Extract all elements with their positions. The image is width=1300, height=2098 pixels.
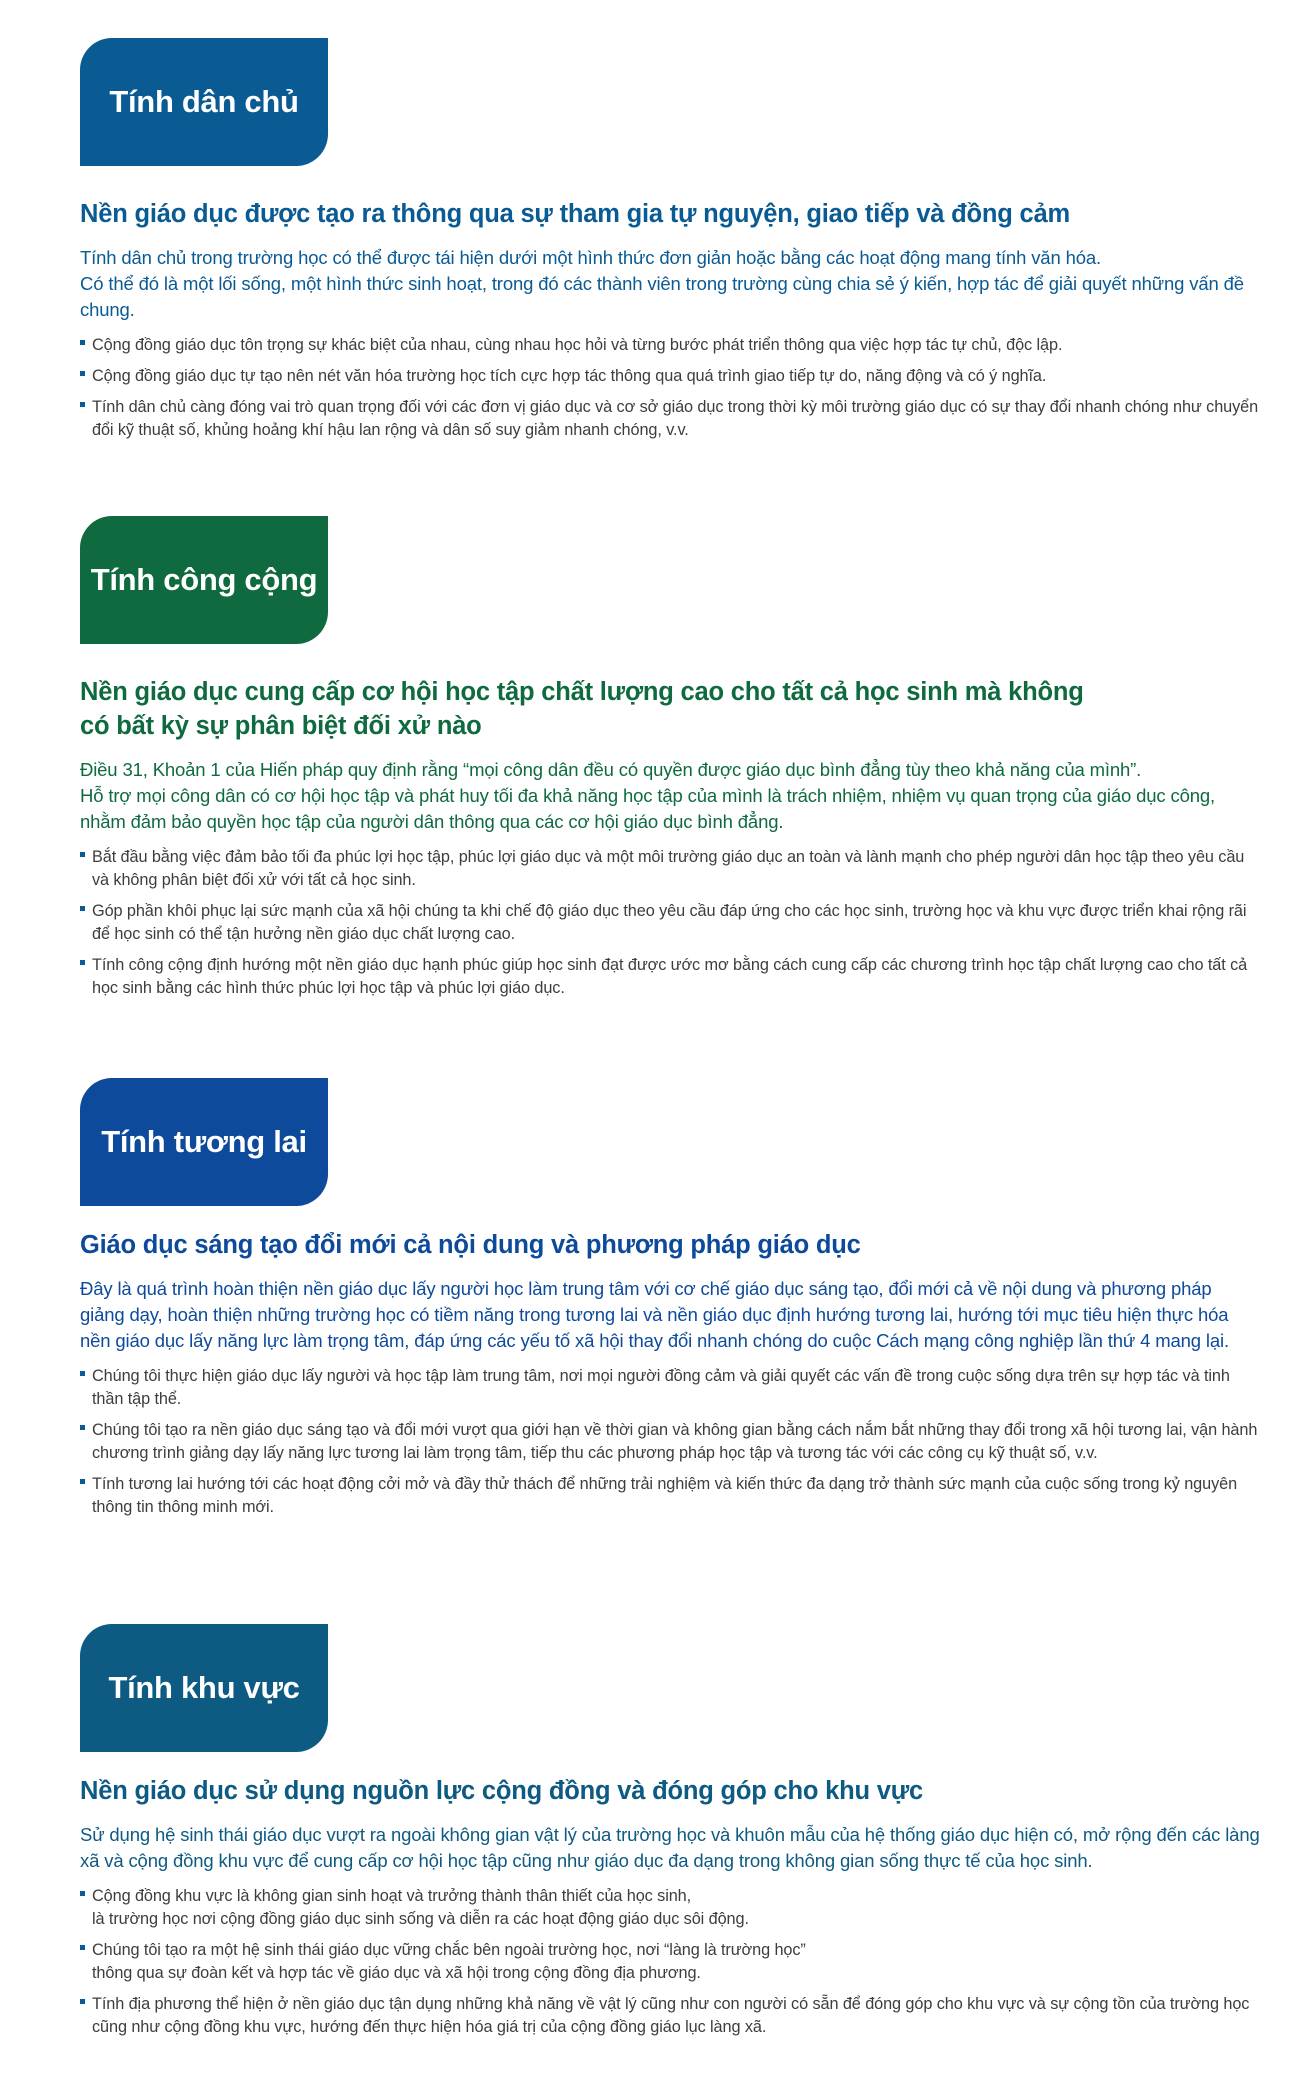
bullet-square-icon (80, 1891, 85, 1896)
list-item: Chúng tôi tạo ra một hệ sinh thái giáo dục vững chắc bên ngoài trường học, nơi “làng là trường học” thông qua sự đoàn kết và hợp tác về giáo dục và xã hội trong cộng đồng địa phương. (80, 1939, 1260, 1985)
section-heading: Nền giáo dục được tạo ra thông qua sự tham gia tự nguyện, giao tiếp và đồng cảm (80, 200, 1070, 228)
section-badge: Tính công cộng (80, 516, 328, 644)
bullet-list (80, 334, 1260, 442)
list-item: Tính công cộng định hướng một nền giáo dục hạnh phúc giúp học sinh đạt được ước mơ bằng cách cung cấp các chương trình học tập chất lượng cao cho tất cả học sinh bằng các hình thức phúc lợi học tập và phúc lợi giáo dục. (80, 954, 1260, 1000)
section-heading: Nền giáo dục sử dụng nguồn lực cộng đồng và đóng góp cho khu vực (80, 1777, 923, 1805)
bullet-square-icon (80, 1425, 85, 1430)
list-item: Chúng tôi tạo ra nền giáo dục sáng tạo và đổi mới vượt qua giới hạn về thời gian và không gian bằng cách nắm bắt những thay đổi trong xã hội tương lai, vận hành chương trình giảng dạy lấy năng lực tương lai làm trọng tâm, tiếp thu các phương pháp học tập và tương tác với các công cụ kỹ thuật số, v.v. (80, 1419, 1260, 1465)
list-item: Chúng tôi thực hiện giáo dục lấy người và học tập làm trung tâm, nơi mọi người đồng cảm và giải quyết các vấn đề trong cuộc sống dựa trên sự hợp tác và tinh thần tập thể. (80, 1365, 1260, 1411)
bullet-square-icon (80, 852, 85, 857)
bullet-list (80, 1365, 1260, 1519)
list-item: Cộng đồng giáo dục tôn trọng sự khác biệt của nhau, cùng nhau học hỏi và từng bước phát triển thông qua việc hợp tác tự chủ, độc lập. (80, 334, 1260, 357)
bullet-square-icon (80, 960, 85, 965)
bullet-square-icon (80, 1371, 85, 1376)
section-regional (80, 1624, 1260, 2039)
list-item: Bắt đầu bằng việc đảm bảo tối đa phúc lợi học tập, phúc lợi giáo dục và một môi trường giáo dục an toàn và lành mạnh cho phép người dân học tập theo yêu cầu và không phân biệt đối xử với tất cả học sinh. (80, 846, 1260, 892)
bullet-square-icon (80, 906, 85, 911)
list-item: Cộng đồng giáo dục tự tạo nên nét văn hóa trường học tích cực hợp tác thông qua quá trình giao tiếp tự do, năng động và có ý nghĩa. (80, 365, 1260, 388)
section-lead: Đây là quá trình hoàn thiện nền giáo dục lấy người học làm trung tâm với cơ chế giáo dục sáng tạo, đổi mới cả về nội dung và phương pháp giảng dạy, hoàn thiện những trường học có tiềm năng trong tương lai và nền giáo dục định hướng tương lai, hướng tới mục tiêu hiện thực hóa nền giáo dục lấy năng lực làm trọng tâm, đáp ứng các yếu tố xã hội thay đổi nhanh chóng do cuộc Cách mạng công nghiệp lần thứ 4 mang lại. (80, 1278, 1229, 1351)
section-lead: Tính dân chủ trong trường học có thể được tái hiện dưới một hình thức đơn giản hoặc bằng các hoạt động mang tính văn hóa. Có thể đó là một lối sống, một hình thức sinh hoạt, trong đó các thành viên trong trường cùng chia sẻ ý kiến, hợp tác để giải quyết những vấn đề chung. (80, 247, 1244, 320)
section-badge: Tính khu vực (80, 1624, 328, 1752)
bullet-square-icon (80, 340, 85, 345)
section-badge: Tính dân chủ (80, 38, 328, 166)
bullet-list (80, 1885, 1260, 2039)
section-heading: Giáo dục sáng tạo đổi mới cả nội dung và phương pháp giáo dục (80, 1231, 861, 1259)
section-badge: Tính tương lai (80, 1078, 328, 1206)
list-item: Tính dân chủ càng đóng vai trò quan trọng đối với các đơn vị giáo dục và cơ sở giáo dục trong thời kỳ môi trường giáo dục có sự thay đổi nhanh chóng như chuyển đổi kỹ thuật số, khủng hoảng khí hậu lan rộng và dân số suy giảm nhanh chóng, v.v. (80, 396, 1260, 442)
bullet-square-icon (80, 1999, 85, 2004)
bullet-square-icon (80, 1479, 85, 1484)
bullet-list (80, 846, 1260, 1000)
list-item: Cộng đồng khu vực là không gian sinh hoạt và trưởng thành thân thiết của học sinh, là trường học nơi cộng đồng giáo dục sinh sống và diễn ra các hoạt động giáo dục sôi động. (80, 1885, 1260, 1931)
section-lead: Sử dụng hệ sinh thái giáo dục vượt ra ngoài không gian vật lý của trường học và khuôn mẫu của hệ thống giáo dục hiện có, mở rộng đến các làng xã và cộng đồng khu vực để cung cấp cơ hội học tập cũng như giáo dục đa dạng trong không gian sống thực tế của học sinh. (80, 1824, 1260, 1871)
bullet-square-icon (80, 402, 85, 407)
list-item: Tính địa phương thể hiện ở nền giáo dục tận dụng những khả năng về vật lý cũng như con người có sẵn để đóng góp cho khu vực và sự cộng tồn của trường học cũng như cộng đồng khu vực, hướng đến thực hiện hóa giá trị của cộng đồng giáo lục làng xã. (80, 1993, 1260, 2039)
bullet-square-icon (80, 371, 85, 376)
section-democracy (80, 38, 1260, 442)
section-future (80, 1078, 1260, 1519)
section-heading: Nền giáo dục cung cấp cơ hội học tập chất lượng cao cho tất cả học sinh mà không có bất kỳ sự phân biệt đối xử nào (80, 678, 1084, 740)
list-item: Góp phần khôi phục lại sức mạnh của xã hội chúng ta khi chế độ giáo dục theo yêu cầu đáp ứng cho các học sinh, trường học và khu vực được triển khai rộng rãi để học sinh có thể tận hưởng nền giáo dục chất lượng cao. (80, 900, 1260, 946)
bullet-square-icon (80, 1945, 85, 1950)
section-public (80, 516, 1260, 1000)
section-lead: Điều 31, Khoản 1 của Hiến pháp quy định rằng “mọi công dân đều có quyền được giáo dục bình đẳng tùy theo khả năng của mình”. Hỗ trợ mọi công dân có cơ hội học tập và phát huy tối đa khả năng học tập của mình là trách nhiệm, nhiệm vụ quan trọng của giáo dục công, nhằm đảm bảo quyền học tập của người dân thông qua các cơ hội giáo dục bình đẳng. (80, 759, 1215, 832)
list-item: Tính tương lai hướng tới các hoạt động cởi mở và đầy thử thách để những trải nghiệm và kiến thức đa dạng trở thành sức mạnh của cuộc sống trong kỷ nguyên thông tin thông minh mới. (80, 1473, 1260, 1519)
